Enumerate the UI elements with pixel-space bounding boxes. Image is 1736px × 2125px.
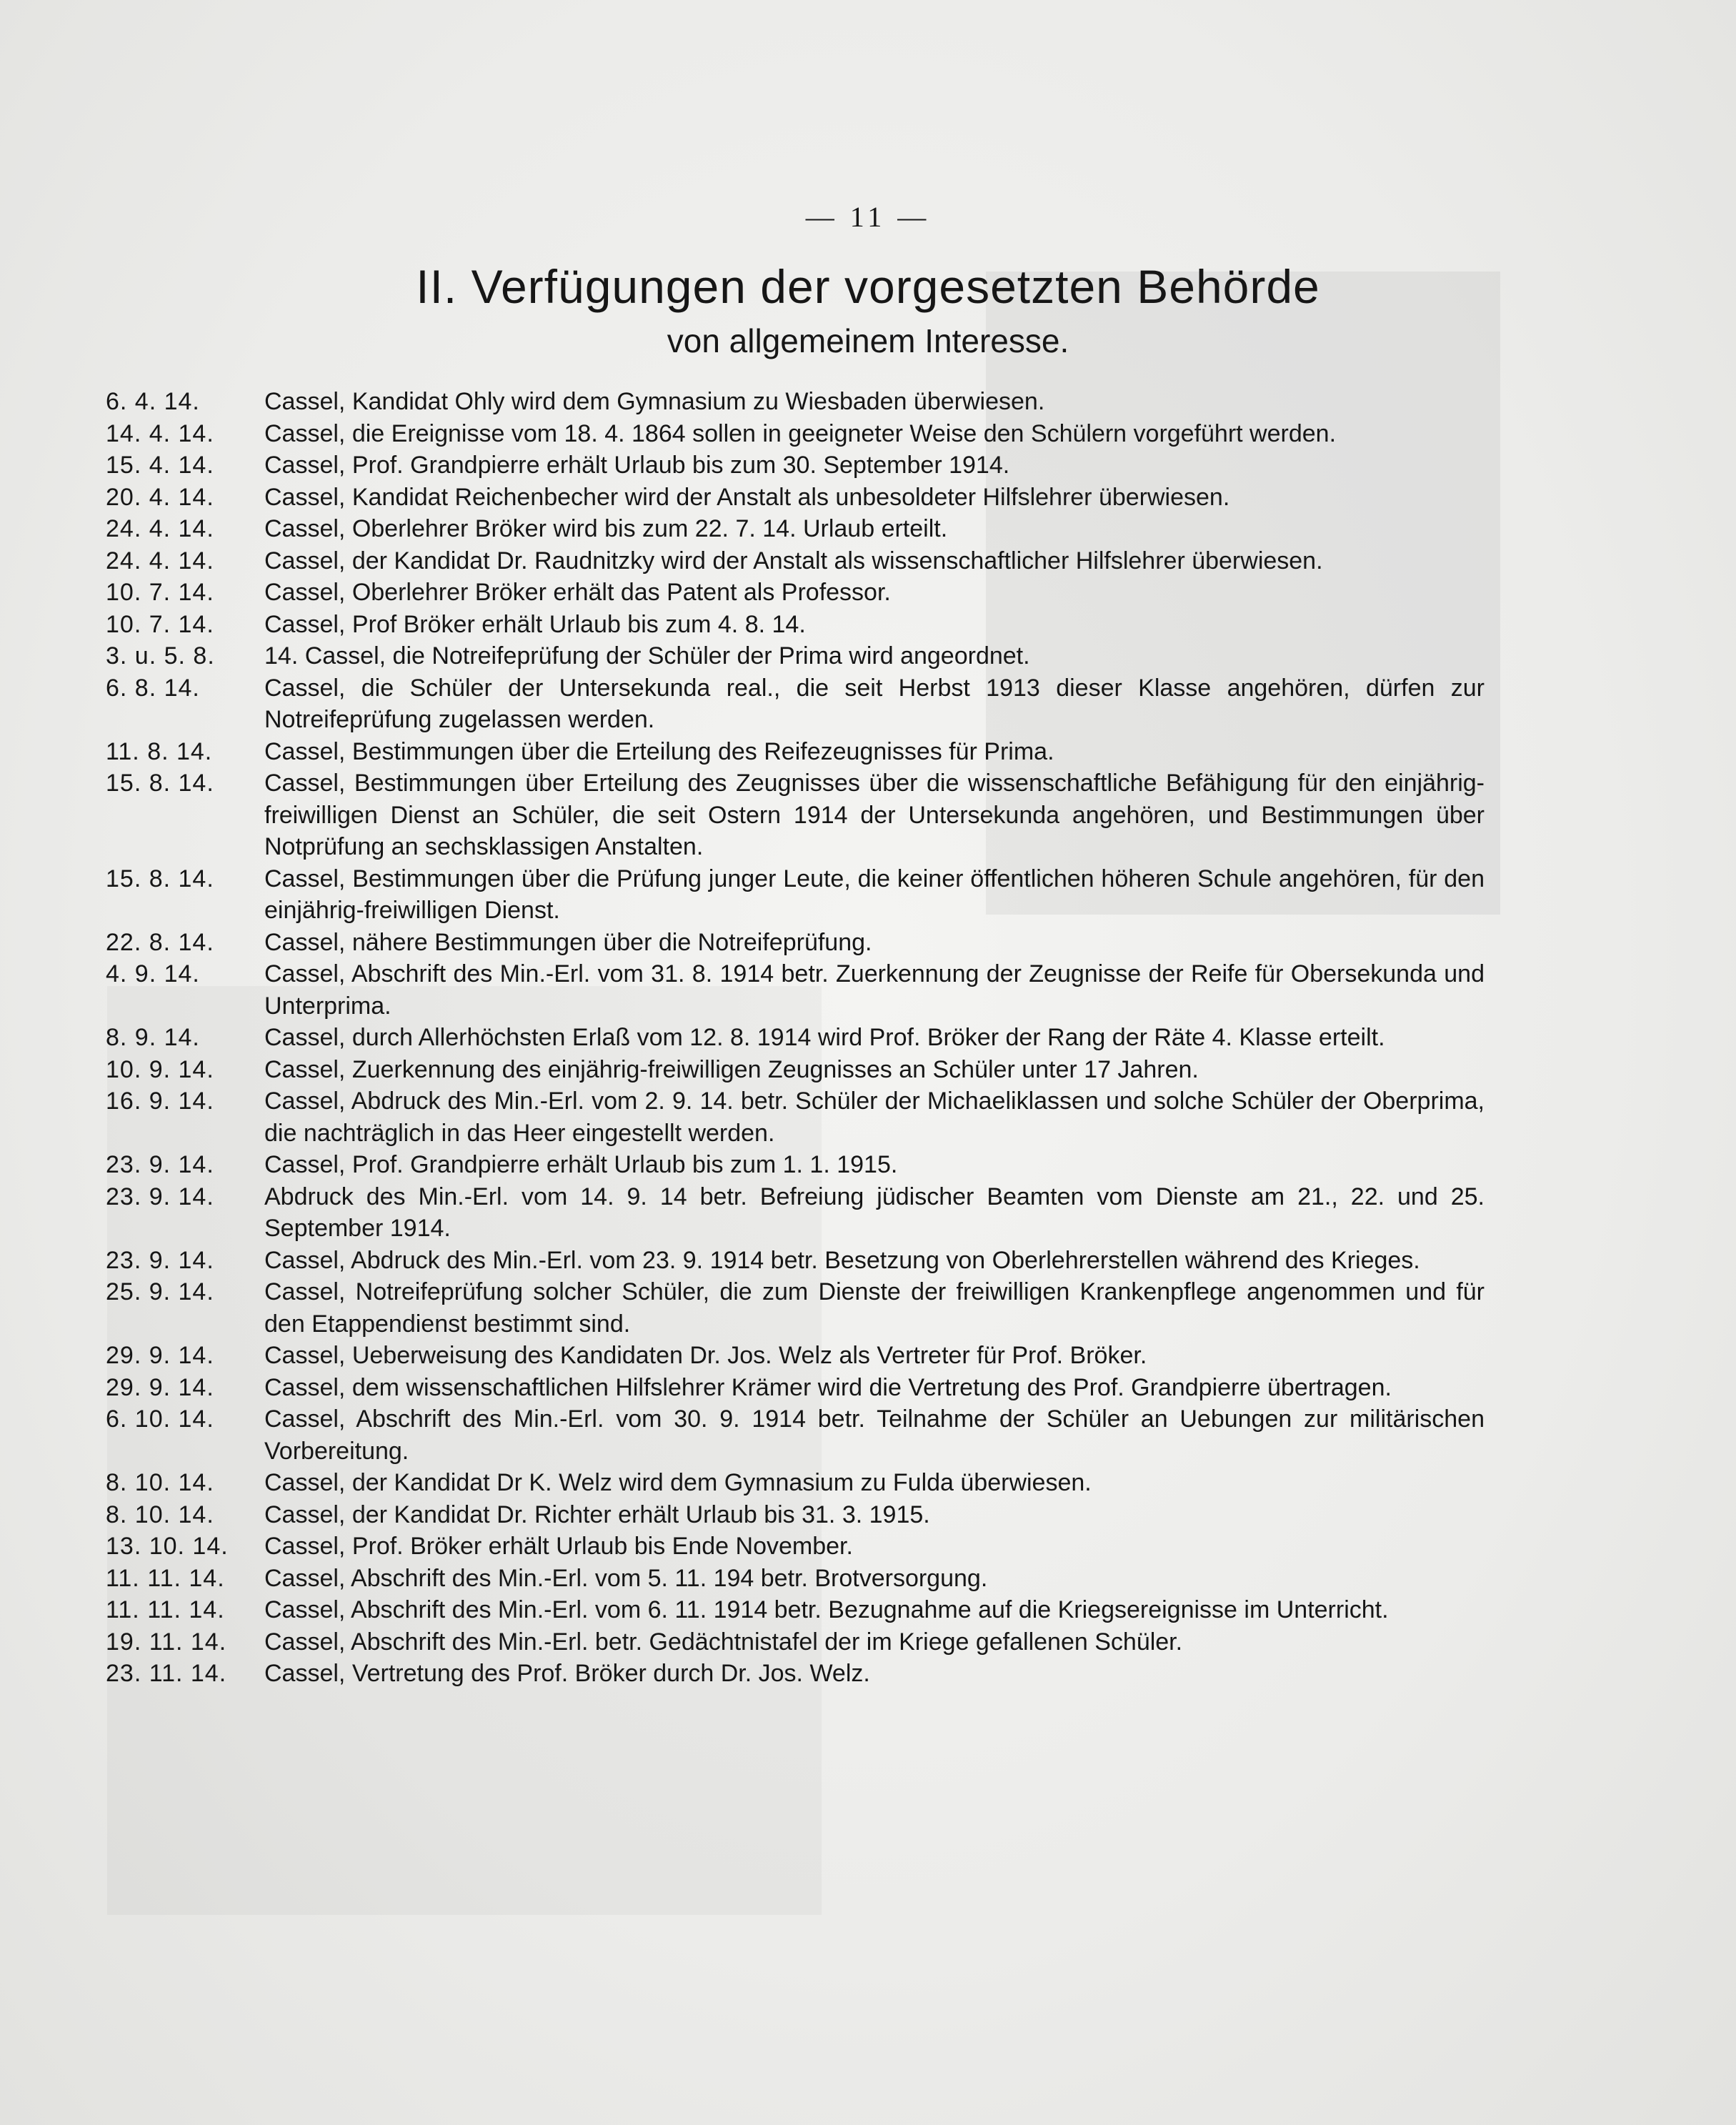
entry-date: 6. 4. 14. <box>106 388 200 415</box>
entry-text: Cassel, durch Allerhöchsten Erlaß vom 12. 8. 1914 wird Prof. Bröker der Rang der Räte 4. Klasse erteilt. <box>264 1024 1385 1051</box>
ordinance-entry <box>106 767 1485 863</box>
section-subtitle: von allgemeinem Interesse. <box>667 322 1069 359</box>
entry-date: 4. 9. 14. <box>106 960 200 987</box>
entry-text: Cassel, Bestimmungen über die Prüfung junger Leute, die keiner öffentlichen höheren Schule angehören, für den einjährig-freiwilligen Dienst. <box>264 865 1485 924</box>
entry-text: Cassel, der Kandidat Dr. Richter erhält Urlaub bis 31. 3. 1915. <box>264 1501 930 1528</box>
ordinance-entry <box>106 418 1485 450</box>
entry-text: Cassel, Prof. Grandpierre erhält Urlaub bis zum 1. 1. 1915. <box>264 1151 898 1178</box>
ordinance-entry <box>106 958 1485 1022</box>
entry-date: 11. 8. 14. <box>106 737 213 765</box>
entry-date: 23. 11. 14. <box>106 1660 227 1687</box>
entry-date: 13. 10. 14. <box>106 1533 229 1560</box>
ordinance-entry <box>106 1022 1485 1054</box>
ordinance-entry <box>106 386 1485 418</box>
entry-date: 23. 9. 14. <box>106 1151 214 1178</box>
entry-text: Cassel, Abschrift des Min.-Erl. betr. Gedächtnistafel der im Kriege gefallenen Schüler. <box>264 1628 1183 1656</box>
ordinance-entry <box>106 577 1485 609</box>
ordinance-entry <box>106 863 1485 927</box>
entry-text: Cassel, Prof. Grandpierre erhält Urlaub bis zum 30. September 1914. <box>264 452 1010 479</box>
entry-text: Cassel, Abdruck des Min.-Erl. vom 23. 9. 1914 betr. Besetzung von Oberlehrerstellen während des Krieges. <box>264 1246 1420 1274</box>
entry-date: 8. 10. 14. <box>106 1469 214 1496</box>
entry-date: 14. 4. 14. <box>106 419 214 447</box>
ordinance-entry <box>106 513 1485 545</box>
entry-text: Cassel, Oberlehrer Bröker wird bis zum 22. 7. 14. Urlaub erteilt. <box>264 515 948 542</box>
entry-text: Cassel, Oberlehrer Bröker erhält das Patent als Professor. <box>264 579 891 606</box>
ordinance-entry <box>106 1181 1485 1245</box>
ordinance-entry <box>106 609 1485 641</box>
entry-text: Cassel, die Schüler der Untersekunda real., die seit Herbst 1913 dieser Klasse angehören, dürfen zur Notreifeprüfung zugelassen werden. <box>264 674 1485 733</box>
ordinance-entry <box>106 1149 1485 1181</box>
entry-text: Cassel, Prof Bröker erhält Urlaub bis zum 4. 8. 14. <box>264 610 806 638</box>
entry-text: Cassel, Bestimmungen über die Erteilung des Reifezeugnisses für Prima. <box>264 737 1054 765</box>
entry-text: Cassel, die Ereignisse vom 18. 4. 1864 sollen in geeigneter Weise den Schülern vorgeführt werden. <box>264 419 1337 447</box>
entry-date: 29. 9. 14. <box>106 1373 214 1401</box>
entry-date: 29. 9. 14. <box>106 1342 214 1369</box>
entry-text: Cassel, nähere Bestimmungen über die Notreifeprüfung. <box>264 928 872 956</box>
ordinance-entry <box>106 449 1485 482</box>
entry-text: Cassel, Abschrift des Min.-Erl. vom 30. 9. 1914 betr. Teilnahme der Schüler an Uebungen zur militärischen Vorbereitung. <box>264 1405 1485 1465</box>
ordinance-entry <box>106 927 1485 959</box>
entry-date: 24. 4. 14. <box>106 515 214 542</box>
entry-date: 22. 8. 14. <box>106 928 214 956</box>
entry-text: Cassel, Kandidat Reichenbecher wird der Anstalt als unbesoldeter Hilfslehrer überwiesen. <box>264 483 1230 511</box>
ordinance-entry <box>106 672 1485 736</box>
entry-text: Cassel, Zuerkennung des einjährig-freiwilligen Zeugnisses an Schüler unter 17 Jahren. <box>264 1055 1199 1083</box>
section-title: II. Verfügungen der vorgesetzten Behörde <box>416 260 1320 313</box>
entry-date: 8. 10. 14. <box>106 1501 214 1528</box>
entry-date: 19. 11. 14. <box>106 1628 227 1656</box>
ordinance-entry <box>106 1403 1485 1467</box>
ordinance-entry <box>106 1531 1485 1563</box>
entry-date: 15. 8. 14. <box>106 865 214 892</box>
ordinance-entry <box>106 1340 1485 1372</box>
ordinance-entry <box>106 1563 1485 1595</box>
entry-date: 8. 9. 14. <box>106 1024 200 1051</box>
entry-text: Cassel, Prof. Bröker erhält Urlaub bis Ende November. <box>264 1533 853 1560</box>
ordinance-entry <box>106 1372 1485 1404</box>
ordinance-entry <box>106 1054 1485 1086</box>
entry-text: Cassel, der Kandidat Dr. Raudnitzky wird der Anstalt als wissenschaftlicher Hilfslehrer überwiesen. <box>264 547 1323 574</box>
entry-date: 16. 9. 14. <box>106 1088 214 1115</box>
entry-text: Cassel, Ueberweisung des Kandidaten Dr. Jos. Welz als Vertreter für Prof. Bröker. <box>264 1342 1147 1369</box>
entry-date: 23. 9. 14. <box>106 1246 214 1274</box>
entry-date: 15. 8. 14. <box>106 770 214 797</box>
entry-date: 25. 9. 14. <box>106 1278 214 1305</box>
ordinance-entry <box>106 1658 1485 1690</box>
entry-text: Cassel, Kandidat Ohly wird dem Gymnasium zu Wiesbaden überwiesen. <box>264 388 1045 415</box>
entry-text: Cassel, Bestimmungen über Erteilung des Zeugnisses über die wissenschaftliche Befähigung für den einjährig-freiwilligen Dienst an Schüler, die seit Ostern 1914 der Untersekunda angehören, und Bestimmungen über Notprüfung an sechsklassigen Anstalten. <box>264 770 1485 860</box>
entry-text: Cassel, Abschrift des Min.-Erl. vom 5. 11. 194 betr. Brotversorgung. <box>264 1564 988 1592</box>
entry-text: 14. Cassel, die Notreifeprüfung der Schüler der Prima wird angeordnet. <box>264 642 1030 670</box>
entry-text: Cassel, der Kandidat Dr K. Welz wird dem Gymnasium zu Fulda überwiesen. <box>264 1469 1092 1496</box>
ordinance-entry <box>106 1085 1485 1149</box>
entry-date: 6. 10. 14. <box>106 1405 214 1433</box>
ordinance-entry <box>106 545 1485 577</box>
entry-date: 23. 9. 14. <box>106 1183 214 1210</box>
entry-text: Cassel, Vertretung des Prof. Bröker durch Dr. Jos. Welz. <box>264 1660 870 1687</box>
ordinance-entry <box>106 482 1485 514</box>
page-number: — 11 — <box>805 201 931 233</box>
entry-date: 24. 4. 14. <box>106 547 214 574</box>
ordinance-entry <box>106 1594 1485 1626</box>
entry-text: Cassel, Abschrift des Min.-Erl. vom 31. 8. 1914 betr. Zuerkennung der Zeugnisse der Reife für Obersekunda und Unterprima. <box>264 960 1485 1020</box>
entry-text: Cassel, Abdruck des Min.-Erl. vom 2. 9. 14. betr. Schüler der Michaeliklassen und solche Schüler der Oberprima, die nachträglich in das Heer eingestellt werden. <box>264 1088 1485 1147</box>
entry-date: 6. 8. 14. <box>106 674 200 702</box>
entry-date: 20. 4. 14. <box>106 483 214 511</box>
ordinance-entry <box>106 1276 1485 1340</box>
entry-text: Cassel, dem wissenschaftlichen Hilfslehrer Krämer wird die Vertretung des Prof. Grandpierre übertragen. <box>264 1373 1392 1401</box>
entry-date: 11. 11. 14. <box>106 1564 225 1592</box>
ordinance-entry <box>106 1467 1485 1499</box>
ordinance-entry <box>106 736 1485 768</box>
ordinance-entry <box>106 640 1485 672</box>
ordinance-entry <box>106 1245 1485 1277</box>
ordinance-entry <box>106 1499 1485 1531</box>
entry-date: 3. u. 5. 8. <box>106 642 215 670</box>
entry-text: Cassel, Notreifeprüfung solcher Schüler, die zum Dienste der freiwilligen Krankenpflege angenommen und für den Etappendienst bestimmt sind. <box>264 1278 1485 1338</box>
entry-date: 10. 7. 14. <box>106 579 214 606</box>
ordinance-list <box>106 386 1485 1690</box>
entry-date: 11. 11. 14. <box>106 1596 225 1623</box>
entry-date: 10. 9. 14. <box>106 1055 214 1083</box>
entry-text: Cassel, Abschrift des Min.-Erl. vom 6. 11. 1914 betr. Bezugnahme auf die Kriegsereignisse im Unterricht. <box>264 1596 1389 1623</box>
entry-date: 15. 4. 14. <box>106 452 214 479</box>
ordinance-entry <box>106 1626 1485 1658</box>
entry-date: 10. 7. 14. <box>106 610 214 638</box>
entry-text: Abdruck des Min.-Erl. vom 14. 9. 14 betr. Befreiung jüdischer Beamten vom Dienste am 21., 22. und 25. September 1914. <box>264 1183 1485 1242</box>
